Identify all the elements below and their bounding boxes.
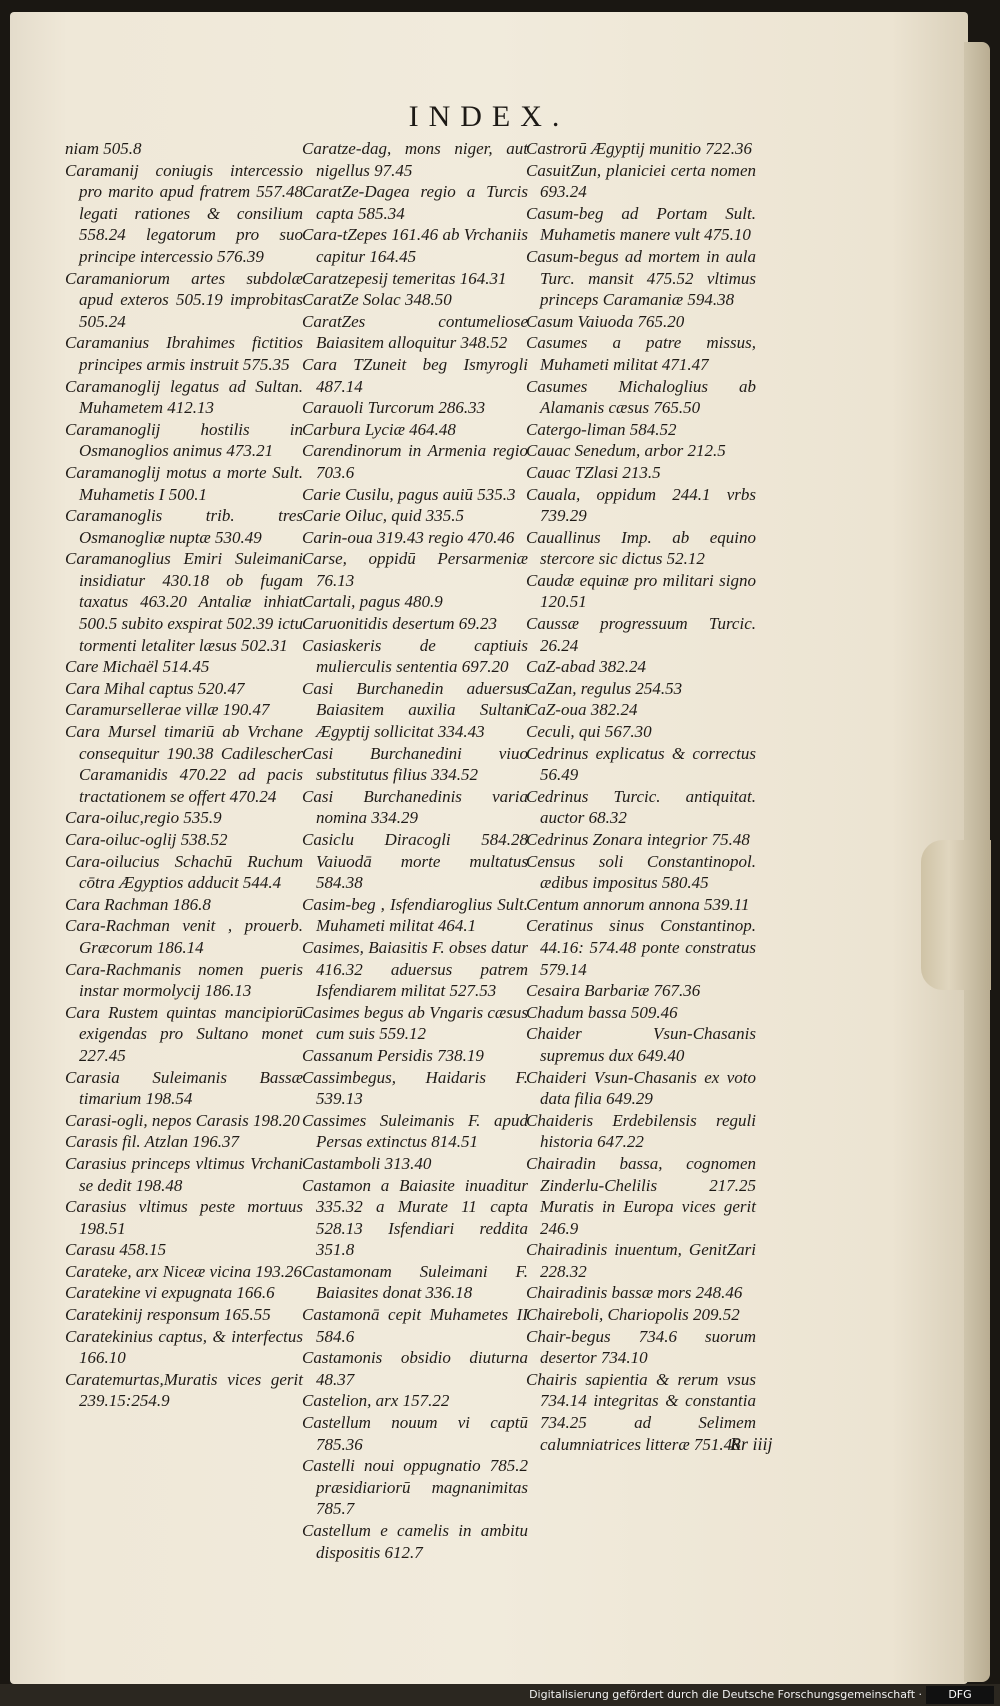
index-entry: Caratekinius captus, & interfectus 166.10 [65, 1326, 303, 1368]
index-entry: Castelion, arx 157.22 [302, 1391, 450, 1411]
index-entry: Cara Mihal captus 520.47 [65, 678, 245, 698]
index-entry: Cara-oiluc-oglij 538.52 [65, 830, 228, 849]
index-entry: Cara-Rachman venit , prouerb. Græcorum 186.14 [65, 916, 303, 957]
index-entry: Carin-oua 319.43 regio 470.46 [302, 527, 515, 547]
book-page [10, 12, 968, 1684]
index-entry: Caramanoglij legatus ad Sultan. Muhametem 412.13 [65, 376, 303, 418]
index-entry: Casi Burchanedini viuo substitutus filius 334.52 [302, 743, 528, 785]
index-entry: Chaireboli, Chariopolis 209.52 [526, 1305, 740, 1325]
index-entry: Casimes, Baiasitis F. obses datur 416.32 aduersus patrem Isfendiarem militat 527.53 [302, 937, 528, 1001]
index-entry: Carie Cusilu, pagus auiū 535.3 [302, 484, 516, 504]
index-entry: Chaider Vsun-Chasanis supremus dux 649.40 [526, 1024, 756, 1065]
index-entry: Caratekine vi expugnata 166.6 [65, 1283, 275, 1303]
index-entry: Casumes a patre missus, Muhameti militat 471.47 [526, 333, 756, 374]
index-entry: Casumes Michaloglius ab Alamanis cæsus 765.50 [526, 376, 756, 418]
bookmark-tab [921, 840, 991, 990]
index-entry: Caramanoglij hostilis in Osmanoglios animus 473.21 [65, 419, 303, 461]
index-entry: Cedrinus explicatus & correctus 56.49 [526, 743, 756, 785]
index-entry: Chadum bassa 509.46 [526, 1002, 678, 1022]
index-entry: CaratZes contumeliose Baiasitem alloquitur 348.52 [302, 311, 528, 353]
index-entry: Carateke, arx Niceæ vicina 193.26 [65, 1261, 303, 1281]
index-entry: Catergo-liman 584.52 [526, 419, 677, 439]
index-entry: Casi Burchanedinis varia nomina 334.29 [302, 786, 528, 828]
index-entry: Carasi-ogli, nepos Carasis 198.20 [65, 1110, 300, 1130]
index-entry: Cassanum Persidis 738.19 [302, 1045, 484, 1065]
index-entry: niam 505.8 [65, 139, 142, 158]
index-entry: Caruonitidis desertum 69.23 [302, 614, 498, 634]
page-title: INDEX. [408, 100, 570, 133]
index-column-2 [302, 138, 528, 1563]
index-entry: Chairadin bassa, cognomen Zinderlu-Chelilis 217.25 Muratis in Europa vices gerit 246.9 [526, 1153, 756, 1238]
index-entry: Chairadinis bassæ mors 248.46 [526, 1283, 743, 1303]
index-entry: Castrorū Ægyptij munitio 722.36 [526, 139, 753, 158]
index-entry: Cedrinus Turcic. antiquitat. auctor 68.32 [526, 786, 756, 828]
index-entry: Caramanoglis trib. tres Osmanogliæ nuptæ 530.49 [65, 506, 303, 547]
index-entry: Cauac TZlasi 213.5 [526, 462, 661, 482]
index-entry: Caratekinij responsum 165.55 [65, 1305, 271, 1325]
index-entry: Census soli Constantinopol. ædibus impositus 580.45 [526, 851, 756, 893]
index-entry: Casi Burchanedin aduersus Baiasitem auxilia Sultani Ægyptij sollicitat 334.43 [302, 678, 528, 742]
index-entry: Casum Vaiuoda 765.20 [526, 311, 685, 331]
index-entry: Chaideri Vsun-Chasanis ex voto data filia 649.29 [526, 1067, 756, 1109]
index-entry: Castellum e camelis in ambitu dispositis 612.7 [302, 1521, 528, 1562]
index-entry: Carie Oiluc, quid 335.5 [302, 506, 464, 526]
index-entry: Casiclu Diracogli 584.28 Vaiuodā morte multatus 584.38 [302, 830, 528, 893]
index-entry: Cesaira Barbariæ 767.36 [526, 981, 701, 1001]
index-entry: CaratZe-Dagea regio a Turcis capta 585.34 [302, 182, 528, 223]
index-entry: Casimes begus ab Vngaris cæsus cum suis 559.12 [302, 1002, 528, 1044]
index-entry: Cedrinus Zonara integrior 75.48 [526, 830, 750, 849]
index-entry: Chaideris Erdebilensis reguli historia 647.22 [526, 1110, 756, 1152]
index-entry: Cauallinus Imp. ab equino stercore sic dictus 52.12 [526, 527, 756, 569]
index-entry: Caratze-dag, mons niger, aut nigellus 97.45 [302, 139, 528, 180]
index-entry: Chairis sapientia & rerum vsus 734.14 integritas & constantia 734.25 ad Selimem calumniatrices litteræ 751.48 [526, 1369, 756, 1454]
index-column-3 [526, 138, 756, 1455]
index-entry: Ceratinus sinus Constantinop. 44.16: 574.48 ponte constratus 579.14 [526, 916, 756, 979]
index-entry: Castamonā cepit Muhametes II 584.6 [302, 1305, 528, 1346]
index-entry: Casum-begus ad mortem in aula Turc. mansit 475.52 vltimus princeps Caramaniæ 594.38 [526, 246, 756, 310]
index-entry: Carasius princeps vltimus Vrchani se dedit 198.48 [65, 1153, 303, 1195]
index-entry: Cauala, oppidum 244.1 vrbs 739.29 [526, 484, 756, 526]
index-entry: Casiaskeris de captiuis mulierculis sententia 697.20 [302, 635, 528, 677]
index-entry: Ceculi, qui 567.30 [526, 722, 652, 742]
index-entry: Cara Rustem quintas mancipiorū exigendas pro Sultano monet 227.45 [65, 1002, 303, 1065]
index-entry: CaratZe Solac 348.50 [302, 290, 452, 310]
index-entry: Chair-begus 734.6 suorum desertor 734.10 [526, 1326, 756, 1368]
index-entry: Caudæ equinæ pro militari signo 120.51 [526, 570, 756, 612]
index-entry: Castamonam Suleimani F. Baiasites donat 336.18 [302, 1261, 528, 1303]
index-entry: Carauoli Turcorum 286.33 [302, 398, 486, 418]
index-entry: Cara-Rachmanis nomen pueris instar mormolycij 186.13 [65, 959, 303, 1001]
index-entry: Caramanoglij motus a morte Sult. Muhametis I 500.1 [65, 462, 303, 504]
index-entry: Cara Mursel timariū ab Vrchane consequitur 190.38 Cadilescher Caramanidis 470.22 ad pacis tractationem se offert 470.24 [65, 722, 303, 806]
index-column-1 [65, 138, 303, 1412]
index-entry: Castelli noui oppugnatio 785.2 præsidiariorū magnanimitas 785.7 [302, 1456, 528, 1519]
index-entry: Caratemurtas,Muratis vices gerit 239.15:254.9 [65, 1369, 303, 1411]
index-entry: Caramursellerae villæ 190.47 [65, 700, 270, 720]
index-entry: Carendinorum in Armenia regio 703.6 [302, 441, 528, 482]
digitization-bar [0, 1684, 1000, 1706]
index-entry: Caussæ progressuum Turcic. 26.24 [526, 614, 756, 655]
index-entry: Cara Rachman 186.8 [65, 894, 211, 914]
index-entry: Care Michaël 514.45 [65, 657, 210, 677]
index-entry: Cartali, pagus 480.9 [302, 592, 443, 612]
index-entry: Cassimbegus, Haidaris F. 539.13 [302, 1067, 528, 1109]
index-entry: CaZ-oua 382.24 [526, 700, 638, 720]
index-entry: Casum-beg ad Portam Sult. Muhametis manere vult 475.10 [526, 203, 756, 245]
index-entry: Caratzepesij temeritas 164.31 [302, 268, 507, 288]
digitization-credit: Digitalisierung gefördert durch die Deutsche Forschungsgemeinschaft · [529, 1688, 922, 1701]
signature-mark: Rr iiij [730, 1434, 773, 1454]
index-entry: Carasia Suleimanis Bassæ timarium 198.54 [65, 1067, 303, 1109]
index-entry: CasuitZun, planiciei certa nomen 693.24 [526, 160, 756, 202]
index-entry: Cassimes Suleimanis F. apud Persas extinctus 814.51 [302, 1110, 528, 1152]
index-entry: Caramanius Ibrahimes fictitios principes armis instruit 575.35 [65, 333, 303, 374]
index-entry: Carasius vltimus peste mortuus 198.51 [65, 1197, 303, 1238]
index-entry: Centum annorum annona 539.11 [526, 894, 750, 914]
index-entry: Cara-oiluc,regio 535.9 [65, 808, 222, 828]
index-entry: Castellum nouum vi captū 785.36 [302, 1413, 528, 1454]
index-entry: Caramanij coniugis intercessio pro marito apud fratrem 557.48 legati rationes & consilium 558.24 legatorum pro suo principe intercessio 576.39 [65, 160, 303, 266]
index-entry: Cauac Senedum, arbor 212.5 [526, 441, 726, 461]
index-entry: Castamboli 313.40 [302, 1153, 432, 1173]
index-entry: Caramanoglius Emiri Suleimani insidiatur 430.18 ob fugam taxatus 463.20 Antaliæ inhiat 500.5 subito exspirat 502.39 ictu tormenti letaliter læsus 502.31 [65, 549, 303, 655]
index-entry: Chairadinis inuentum, GenitZari 228.32 [526, 1240, 756, 1281]
index-entry: Carasis fil. Atzlan 196.37 [65, 1132, 239, 1152]
index-entry: Caramaniorum artes subdolæ apud exteros 505.19 improbitas 505.24 [65, 268, 303, 331]
index-entry: CaZan, regulus 254.53 [526, 678, 683, 698]
index-entry: Castamon a Baiasite inuaditur 335.32 a Murate 11 capta 528.13 Isfendiari reddita 351.8 [302, 1175, 528, 1260]
index-entry: CaZ-abad 382.24 [526, 657, 646, 677]
index-entry: Casim-beg , Isfendiaroglius Sult. Muhameti militat 464.1 [302, 894, 528, 936]
index-entry: Carse, oppidū Persarmeniæ 76.13 [302, 549, 528, 590]
dfg-logo: DFG [926, 1686, 994, 1704]
index-entry: Cara-tZepes 161.46 ab Vrchaniis capitur 164.45 [302, 225, 528, 266]
index-entry: Cara-oilucius Schachū Ruchum cōtra Ægyptios adducit 544.4 [65, 851, 303, 893]
index-entry: Carasu 458.15 [65, 1240, 167, 1260]
index-entry: Carbura Lyciæ 464.48 [302, 419, 456, 439]
index-entry: Cara TZuneit beg Ismyrogli 487.14 [302, 354, 528, 396]
index-entry: Castamonis obsidio diuturna 48.37 [302, 1348, 528, 1389]
